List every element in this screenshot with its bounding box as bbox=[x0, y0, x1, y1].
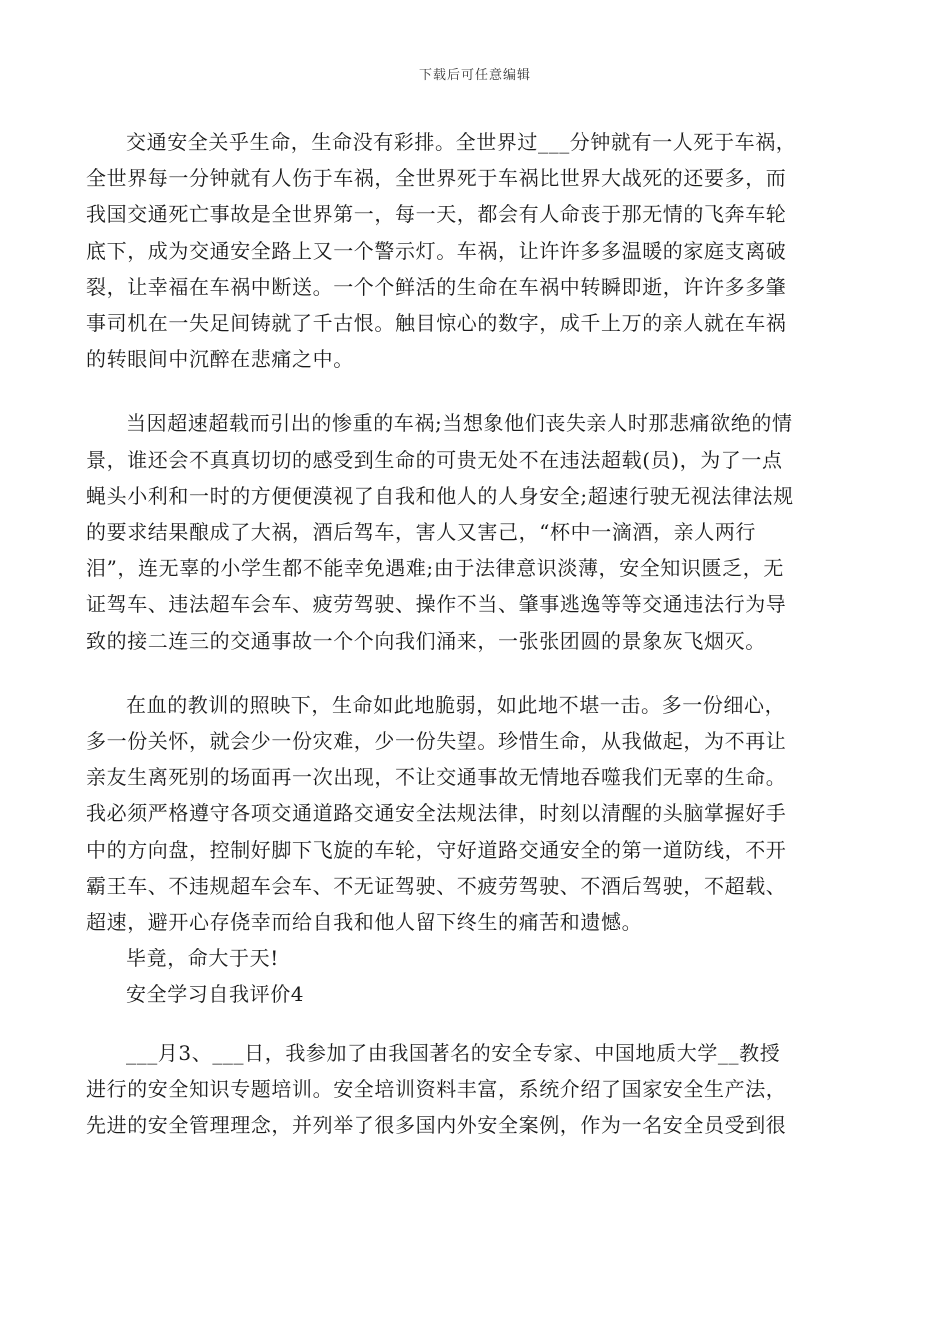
paragraph-traffic-safety bbox=[86, 124, 870, 377]
text-line: ___月3、___日，我参加了由我国著名的安全专家、中国地质大学__教授 bbox=[126, 1040, 781, 1065]
paragraph-lessons bbox=[86, 687, 870, 940]
text-line: 当因超速超载而引出的惨重的车祸;当想象他们丧失亲人时那悲痛欲绝的情 bbox=[126, 411, 793, 436]
text-line: 底下，成为交通安全路上又一个警示灯。车祸，让许许多多温暖的家庭支离破 bbox=[86, 238, 787, 263]
text-line: 交通安全关乎生命，生命没有彩排。全世界过___分钟就有一人死于车祸， bbox=[126, 130, 797, 154]
text-line: 泪”，连无辜的小学生都不能幸免遇难;由于法律意识淡薄，安全知识匮乏，无 bbox=[86, 556, 784, 581]
paragraph-accidents bbox=[86, 405, 870, 658]
text-line: 我国交通死亡事故是全世界第一，每一天，都会有人命丧于那无情的飞奔车轮 bbox=[86, 202, 787, 227]
text-line: 进行的安全知识专题培训。安全培训资料丰富，系统介绍了国家安全生产法， bbox=[86, 1076, 787, 1101]
text-line: 全世界每一分钟就有人伤于车祸，全世界死于车祸比世界大战死的还要多，而 bbox=[86, 166, 787, 191]
document-body bbox=[86, 124, 870, 1143]
text-line: 霸王车、不违规超车会车、不无证驾驶、不疲劳驾驶、不酒后驾驶，不超载、 bbox=[86, 873, 787, 898]
text-line: 亲友生离死别的场面再一次出现，不让交通事故无情地吞噬我们无辜的生命。 bbox=[86, 765, 787, 790]
text-line: 证驾车、违法超车会车、疲劳驾驶、操作不当、肇事逃逸等等交通违法行为导 bbox=[86, 592, 787, 617]
section-title: 安全学习自我评价4 bbox=[126, 982, 305, 1007]
text-line: 的转眼间中沉醉在悲痛之中。 bbox=[86, 347, 354, 372]
text-line: 景，谁还会不真真切切的感受到生命的可贵无处不在违法超载(员)，为了一点 bbox=[86, 447, 783, 472]
text-line: 在血的教训的照映下，生命如此地脆弱，如此地不堪一击。多一份细心， bbox=[126, 692, 786, 717]
text-line: 致的接二连三的交通事故一个个向我们涌来，一张张团圆的景象灰飞烟灭。 bbox=[86, 628, 766, 653]
page-header-note: 下载后可任意编辑 bbox=[418, 68, 531, 83]
text-line: 的要求结果酿成了大祸，酒后驾车，害人又害己，“杯中一滴酒，亲人两行 bbox=[86, 520, 757, 545]
text-line: 先进的安全管理理念，并列举了很多国内外安全案例，作为一名安全员受到很 bbox=[86, 1113, 787, 1138]
text-line: 事司机在一失足间铸就了千古恨。触目惊心的数字，成千上万的亲人就在车祸 bbox=[86, 311, 787, 336]
closing-line: 毕竟，命大于天! bbox=[126, 946, 279, 971]
text-line: 蝇头小利和一时的方便便漠视了自我和他人的人身安全;超速行驶无视法律法规 bbox=[86, 483, 794, 508]
paragraph-training bbox=[86, 1035, 870, 1144]
text-line: 多一份关怀，就会少一份灾难，少一份失望。珍惜生命，从我做起，为不再让 bbox=[86, 729, 787, 754]
text-line: 中的方向盘，控制好脚下飞旋的车轮，守好道路交通安全的第一道防线，不开 bbox=[86, 837, 787, 862]
text-line: 超速，避开心存侥幸而给自我和他人留下终生的痛苦和遗憾。 bbox=[86, 910, 643, 935]
text-line: 我必须严格遵守各项交通道路交通安全法规法律，时刻以清醒的头脑掌握好手 bbox=[86, 801, 787, 826]
text-line: 裂，让幸福在车祸中断送。一个个鲜活的生命在车祸中转瞬即逝，许许多多肇 bbox=[86, 274, 787, 299]
